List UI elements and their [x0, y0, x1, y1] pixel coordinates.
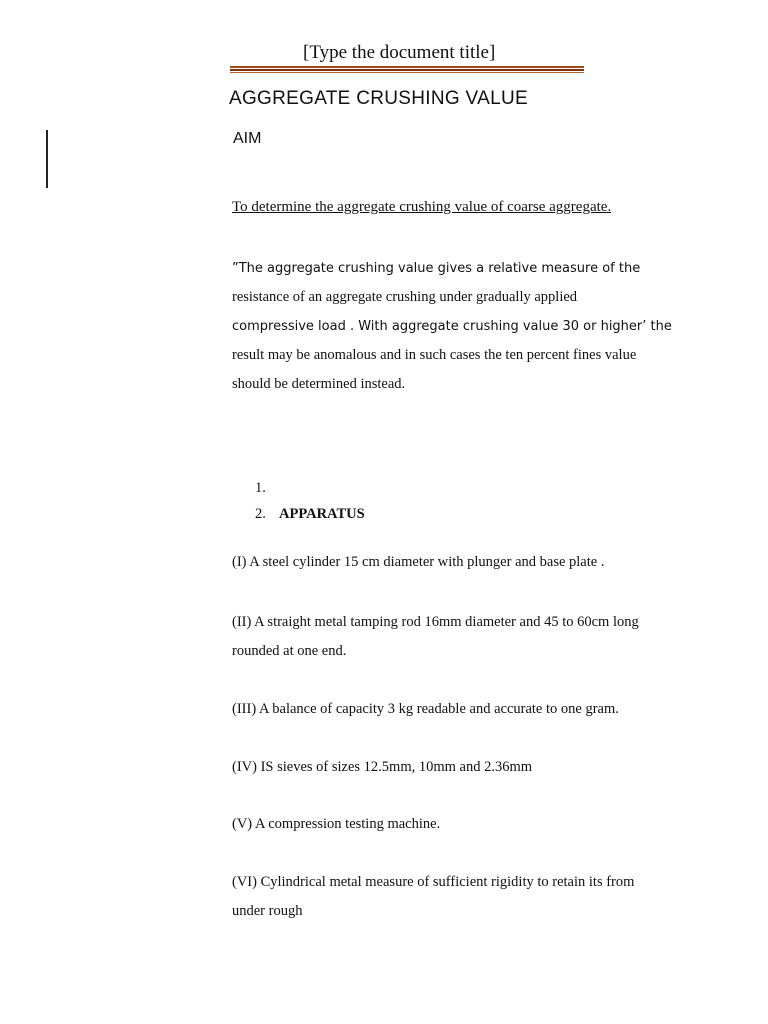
objective-text: To determine the aggregate crushing value of coarse aggregate.	[232, 199, 612, 215]
apparatus-line: (III) A balance of capacity 3 kg readable and accurate to one gram.	[232, 701, 619, 717]
apparatus-item	[232, 548, 604, 577]
description-line: resistance of an aggregate crushing under gradually applied	[232, 289, 578, 305]
text-cursor-bar	[46, 130, 48, 188]
apparatus-line: under rough	[232, 903, 303, 919]
apparatus-line: (V) A compression testing machine.	[232, 816, 441, 832]
apparatus-line: rounded at one end.	[232, 643, 347, 659]
description-paragraph	[232, 254, 702, 399]
title-divider	[230, 66, 584, 73]
apparatus-line: (IV) IS sieves of sizes 12.5mm, 10mm and 2.36mm	[232, 759, 533, 775]
apparatus-line: (I) A steel cylinder 15 cm diameter with plunger and base plate .	[232, 554, 605, 570]
apparatus-heading: APPARATUS	[279, 506, 365, 522]
apparatus-line: (II) A straight metal tamping rod 16mm diameter and 45 to 60cm long	[232, 614, 639, 630]
section-heading: AGGREGATE CRUSHING VALUE	[229, 88, 528, 109]
description-line: compressive load . With aggregate crushing value 30 or higher’ the	[232, 319, 672, 334]
description-line: result may be anomalous and in such cases the ten percent fines value	[232, 347, 637, 363]
apparatus-item	[232, 868, 634, 926]
list-number: 1.	[255, 480, 266, 496]
apparatus-item	[232, 608, 639, 666]
description-line: ”The aggregate crushing value gives a relative measure of the	[232, 261, 641, 276]
apparatus-item	[232, 753, 532, 782]
document-title: [Type the document title]	[303, 42, 496, 63]
apparatus-line: (VI) Cylindrical metal measure of sufficient rigidity to retain its from	[232, 874, 635, 890]
description-line: should be determined instead.	[232, 376, 406, 392]
apparatus-item	[232, 695, 619, 724]
aim-label: AIM	[233, 130, 262, 147]
list-number: 2.	[255, 506, 266, 522]
apparatus-item	[232, 810, 440, 839]
